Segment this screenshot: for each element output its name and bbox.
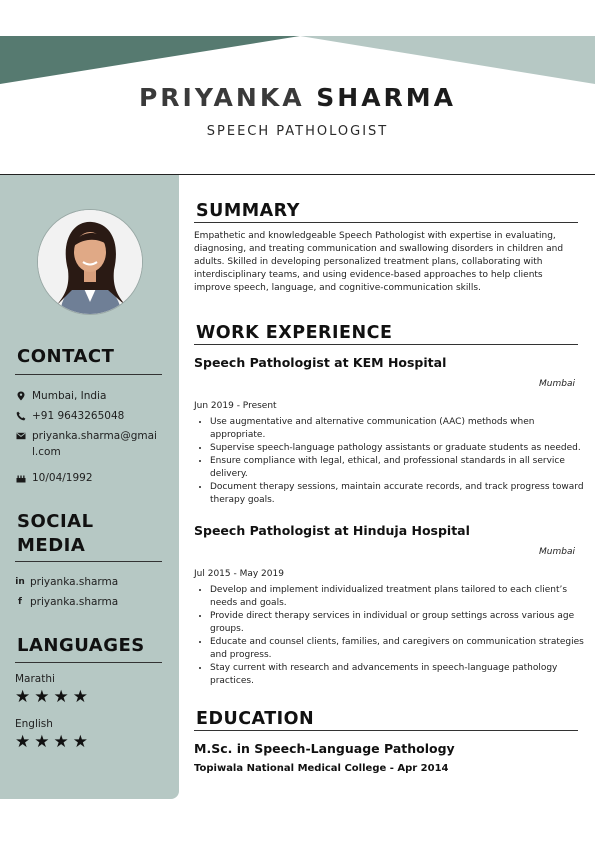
job-title: Speech Pathologist at Hinduja Hospital <box>194 523 470 538</box>
social-divider <box>15 561 162 562</box>
education-school: Topiwala National Medical College - Apr 2014 <box>194 763 449 774</box>
birthdate-text: 10/04/1992 <box>32 472 93 484</box>
education-heading: EDUCATION <box>196 709 315 729</box>
job-duties <box>194 584 584 688</box>
list-item: • Document therapy sessions, maintain accurate records, and track progress toward therapy goals. <box>210 481 584 507</box>
list-item: • Educate and counsel clients, families, and caregivers on communication strategies and progress. <box>210 636 584 662</box>
email-text: priyanka.sharma@gmail.com <box>32 430 157 458</box>
job-location: Mumbai <box>539 379 575 389</box>
social-heading <box>17 510 94 558</box>
location-pin-icon <box>15 388 27 404</box>
list-item: • Use augmentative and alternative communication (AAC) methods when appropriate. <box>210 416 584 442</box>
candidate-name <box>0 83 595 112</box>
job-role: SPEECH PATHOLOGIST <box>206 124 389 139</box>
phone-text: +91 9643265048 <box>32 410 125 422</box>
contact-divider <box>15 374 162 375</box>
first-name: PRIYANKA <box>138 83 305 112</box>
envelope-icon <box>15 428 27 444</box>
job-dates: Jul 2015 - May 2019 <box>194 569 284 579</box>
experience-heading: WORK EXPERIENCE <box>196 323 393 343</box>
language-name: English <box>15 718 53 730</box>
contact-location <box>15 388 160 404</box>
social-heading-line1: SOCIAL <box>17 511 94 532</box>
summary-heading: SUMMARY <box>196 201 300 221</box>
linkedin-text: priyanka.sharma <box>30 576 119 588</box>
phone-icon <box>15 408 27 424</box>
location-text: Mumbai, India <box>32 390 107 402</box>
experience-divider <box>194 344 578 345</box>
education-degree: M.Sc. in Speech-Language Pathology <box>194 741 455 756</box>
job-duties <box>194 416 584 507</box>
list-item: • Stay current with research and advancements in speech-language pathology practices. <box>210 662 584 688</box>
languages-divider <box>15 662 162 663</box>
job-location: Mumbai <box>539 547 575 557</box>
social-linkedin[interactable] <box>15 575 118 589</box>
facebook-text: priyanka.sharma <box>30 596 119 608</box>
profile-photo <box>38 210 142 314</box>
calendar-icon <box>15 470 27 486</box>
language-rating-stars: ★★★★ <box>15 687 92 707</box>
list-item: • Ensure compliance with legal, ethical, and professional standards in all service delivery. <box>210 455 584 481</box>
list-item: • Supervise speech-language pathology assistants or graduate students as needed. <box>210 442 584 455</box>
list-item: • Develop and implement individualized treatment plans tailored to each client’s needs and goals. <box>210 584 584 610</box>
contact-birthdate <box>15 470 160 486</box>
job-title: Speech Pathologist at KEM Hospital <box>194 355 447 370</box>
education-divider <box>194 730 578 731</box>
summary-text: Empathetic and knowledgeable Speech Pathologist with expertise in evaluating, diagnosing, and treating communication and swallowing disorders in children and adults. Skilled in developing personalized treatment plans, collaborating with interdisciplinary teams, and using evidence-based approaches to help clients improve speech, language, and cognitive-communication skills. <box>194 231 564 293</box>
language-rating-stars: ★★★★ <box>15 732 92 752</box>
last-name: SHARMA <box>316 83 457 112</box>
linkedin-icon: in <box>15 577 25 587</box>
facebook-icon: f <box>18 597 22 607</box>
language-name: Marathi <box>15 673 55 685</box>
social-heading-line2: MEDIA <box>17 535 86 556</box>
languages-heading: LANGUAGES <box>17 635 145 656</box>
contact-phone[interactable] <box>15 408 160 424</box>
summary-divider <box>194 222 578 223</box>
contact-email[interactable] <box>15 428 160 460</box>
list-item: • Provide direct therapy services in individual or group settings across various age groups. <box>210 610 584 636</box>
social-facebook[interactable] <box>15 595 118 609</box>
job-dates: Jun 2019 - Present <box>194 401 277 411</box>
contact-heading: CONTACT <box>17 346 115 367</box>
